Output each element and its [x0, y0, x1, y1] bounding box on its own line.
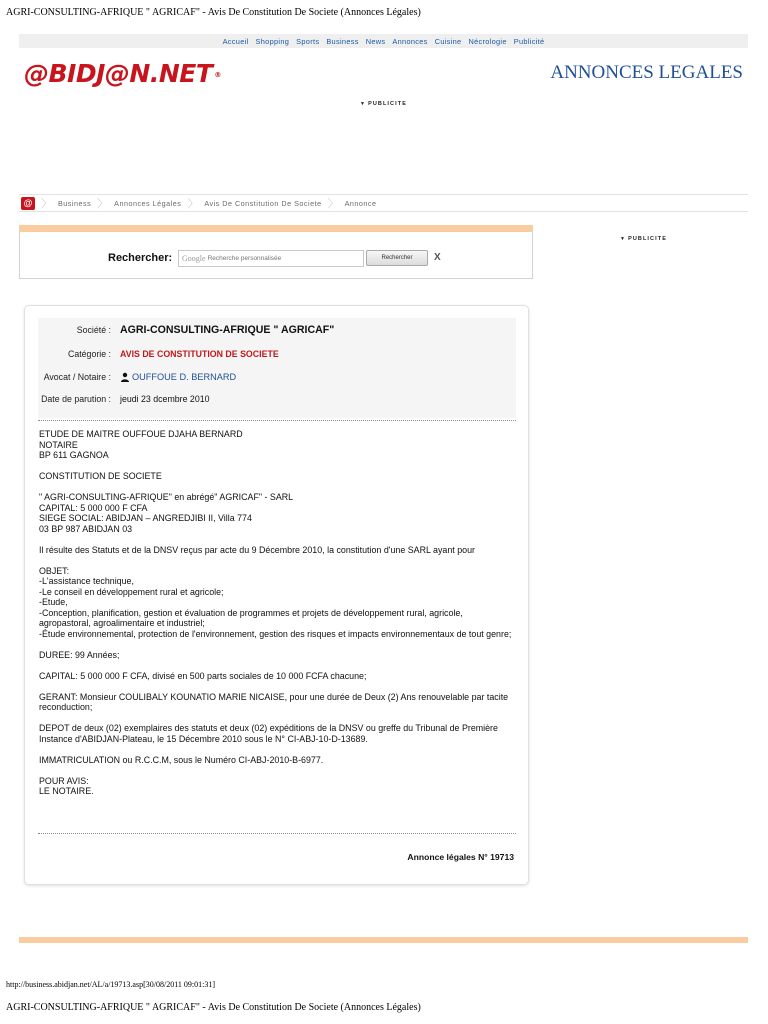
ad-label-right: [620, 236, 667, 242]
body-capital: CAPITAL: 5 000 000 F CFA, divisé en 500 parts sociales de 10 000 FCFA chacune;: [39, 670, 367, 681]
search-label: Rechercher:: [108, 252, 173, 264]
categorie-label: Catégorie :: [67, 349, 111, 359]
body-adresse: 03 BP 987 ABIDJAN 03: [39, 523, 133, 534]
breadcrumb-item-annonce: Annonce: [344, 198, 377, 208]
triangle-down-icon: ▼: [620, 236, 627, 242]
societe-value: AGRI-CONSULTING-AFRIQUE " AGRICAF": [120, 324, 335, 336]
annonce-meta: [38, 318, 516, 418]
body-objet-2: -Le conseil en développement rural et agricole;: [39, 586, 224, 597]
avocat-label: Avocat / Notaire :: [43, 372, 111, 382]
divider-top: [38, 420, 516, 421]
meta-row-avocat: [38, 369, 516, 385]
site-logo[interactable]: [24, 59, 221, 88]
annonce-body: [39, 429, 517, 797]
nav-link-accueil[interactable]: Accueil: [222, 36, 249, 46]
logo-text: @BIDJ@N.NET: [24, 59, 213, 88]
ad-label-top-text: PUBLICITE: [368, 101, 407, 107]
print-header-title: AGRI-CONSULTING-AFRIQUE " AGRICAF" - Avis De Constitution De Societe (Annonces Légales): [6, 7, 421, 18]
annonce-reference: Annonce légales N° 19713: [407, 852, 514, 862]
body-objet-4: -Conception, planification, gestion et évaluation de programmes et projets de développement rural, agricole, agropastoral, agroalimentaire et industriel;: [39, 607, 463, 628]
body-gerant: GERANT: Monsieur COULIBALY KOUNATIO MARIE NICAISE, pour une durée de Deux (2) Ans renouvelable par tacite reconduction;: [39, 691, 509, 712]
footer-accent-bar: [19, 937, 748, 943]
body-bp: BP 611 GAGNOA: [39, 450, 109, 460]
search-button[interactable]: Rechercher: [366, 250, 428, 266]
breadcrumb-item-business[interactable]: Business: [58, 198, 92, 208]
body-resulte: Il résulte des Statuts et de la DNSV reçus par acte du 9 Décembre 2010, la constitution d'une SARL ayant pour: [39, 544, 475, 555]
date-label: Date de parution :: [41, 394, 111, 404]
avocat-link[interactable]: [120, 372, 236, 382]
body-siege: SIEGE SOCIAL: ABIDJAN – ANGREDJIBI II, Villa 774: [39, 513, 252, 523]
nav-link-cuisine[interactable]: Cuisine: [434, 36, 462, 46]
print-footer-url: http://business.abidjan.net/AL/a/19713.asp[30/08/2011 09:01:31]: [6, 980, 216, 989]
search-input[interactable]: [208, 255, 338, 262]
avocat-value: OUFFOUE D. BERNARD: [132, 372, 237, 382]
breadcrumb-item-annonces-legales[interactable]: Annonces Légales: [114, 198, 182, 208]
divider-bottom: [38, 833, 516, 834]
body-denomination: " AGRI-CONSULTING-AFRIQUE" en abrégé" AGRICAF" - SARL: [39, 492, 294, 502]
search-input-wrapper[interactable]: [178, 250, 364, 267]
nav-link-sports[interactable]: Sports: [296, 36, 320, 46]
body-objet-3: -Etude,: [39, 597, 68, 607]
body-constitution: CONSTITUTION DE SOCIETE: [39, 471, 162, 481]
breadcrumb-item-avis-constitution[interactable]: Avis De Constitution De Societe: [204, 198, 322, 208]
body-etude: ETUDE DE MAITRE OUFFOUE DJAHA BERNARD: [39, 429, 243, 439]
body-depot: DEPOT de deux (02) exemplaires des statuts et deux (02) expéditions de la DNSV ou greffe du Tribunal de Première Instance d'ABIDJAN-Plateau, le 15 Décembre 2010 sous le N° CI-ABJ-10-D-13689.: [39, 723, 498, 744]
print-footer-title: AGRI-CONSULTING-AFRIQUE " AGRICAF" - Avis De Constitution De Societe (Annonces Légales): [6, 1002, 421, 1013]
body-immatriculation: IMMATRICULATION ou R.C.C.M, sous le Numéro CI-ABJ-2010-B-6977.: [39, 754, 324, 765]
meta-row-societe: [38, 322, 516, 338]
ad-label-right-text: PUBLICITE: [628, 236, 667, 242]
body-objet-1: -L'assistance technique,: [39, 576, 134, 586]
body-duree: DUREE: 99 Années;: [39, 649, 120, 660]
triangle-down-icon: ▼: [360, 101, 367, 107]
breadcrumb: [19, 194, 748, 212]
registered-mark: ®: [214, 71, 221, 79]
body-notaire: NOTAIRE: [39, 439, 78, 450]
chevron-right-icon: 〉: [327, 198, 339, 210]
nav-link-annonces[interactable]: Annonces: [392, 36, 428, 46]
chevron-right-icon: 〉: [97, 198, 109, 210]
categorie-value[interactable]: AVIS DE CONSTITUTION DE SOCIETE: [120, 349, 279, 359]
body-capital-head: CAPITAL: 5 000 000 F CFA: [39, 502, 148, 513]
body-objet-5: -Étude environnemental, protection de l'environnement, gestion des risques et impacts environnementaux de tout genre;: [39, 628, 512, 639]
body-objet-title: OBJET:: [39, 565, 70, 576]
nav-link-publicite[interactable]: Publicité: [513, 36, 545, 46]
person-icon: [120, 372, 130, 382]
societe-label: Société :: [76, 325, 111, 335]
meta-row-date: [38, 391, 516, 407]
search-panel: [19, 225, 533, 279]
section-title: ANNONCES LEGALES: [550, 62, 743, 83]
body-pour-avis: POUR AVIS:: [39, 775, 89, 786]
body-le-notaire: LE NOTAIRE.: [39, 786, 94, 796]
date-value: jeudi 23 dcembre 2010: [120, 394, 210, 404]
ad-label-top: [360, 101, 407, 107]
nav-link-news[interactable]: News: [365, 36, 386, 46]
top-navigation: [19, 34, 748, 48]
meta-row-categorie: [38, 346, 516, 362]
nav-link-business[interactable]: Business: [326, 36, 359, 46]
nav-link-shopping[interactable]: Shopping: [255, 36, 290, 46]
chevron-right-icon: 〉: [41, 198, 52, 210]
home-icon[interactable]: @: [21, 197, 35, 210]
nav-link-necrologie[interactable]: Nécrologie: [468, 36, 507, 46]
annonce-card: [24, 305, 529, 885]
clear-search-icon[interactable]: X: [434, 252, 441, 263]
google-logo: Google: [182, 254, 206, 263]
chevron-right-icon: 〉: [187, 198, 199, 210]
